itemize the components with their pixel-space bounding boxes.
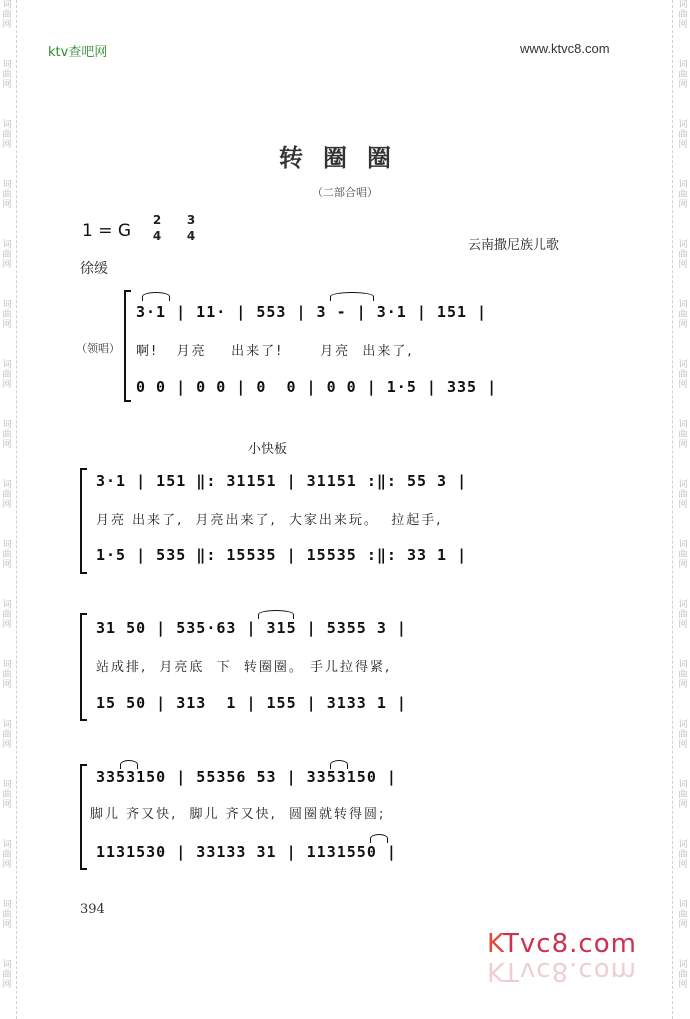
slur (120, 760, 138, 769)
side-watermark-text: 词 曲 网 (678, 960, 688, 990)
side-watermark-text: 词 曲 网 (2, 600, 12, 630)
system-4-lyrics: 脚儿 齐又快, 脚儿 齐又快, 圆圈就转得圆; (90, 807, 386, 822)
page-number: 394 (80, 902, 105, 917)
side-watermark-text: 词 曲 网 (678, 540, 688, 570)
side-watermark-text: 词 曲 网 (678, 420, 688, 450)
side-watermark-text: 词 曲 网 (678, 480, 688, 510)
meter-2-4 (150, 214, 164, 243)
site-url: www.ktvc8.com (520, 41, 610, 56)
side-watermark-text: 词 曲 网 (2, 240, 12, 270)
tempo-marking-2: 小快板 (248, 442, 288, 457)
tempo-marking-1: 徐缓 (80, 261, 108, 277)
meter-3-4 (184, 214, 198, 243)
side-watermark-text: 词 曲 网 (678, 600, 688, 630)
side-watermark-text: 词 曲 网 (2, 660, 12, 690)
slur (258, 610, 294, 619)
side-watermark-text: 词 曲 网 (2, 720, 12, 750)
slur (142, 292, 170, 301)
system-4-upper-notes: 3353150 | 55356 53 | 3353150 | (96, 768, 397, 786)
ktvc8-logo (487, 929, 637, 959)
meter-1-top: 2 (152, 213, 162, 227)
side-watermark-text: 词 曲 网 (678, 240, 688, 270)
system-2-upper-notes: 3·1 | 151 ‖: 31151 | 31151 :‖: 55 3 | (96, 472, 468, 490)
part-label: （领唱） (76, 342, 120, 355)
side-watermark-text: 词 曲 网 (2, 60, 12, 90)
side-watermark-text: 词 曲 网 (2, 0, 12, 30)
system-3-lyrics: 站成排, 月亮底 下 转圈圈。 手儿拉得紧, (96, 660, 392, 675)
slur (370, 834, 388, 843)
system-3-lower-notes: 15 50 | 313 1 | 155 | 3133 1 | (96, 694, 407, 712)
side-watermark-text: 词 曲 网 (678, 60, 688, 90)
slur (330, 292, 374, 301)
side-watermark-text: 词 曲 网 (678, 780, 688, 810)
logo-rest: Tvc8.com (503, 929, 637, 959)
side-watermark-text: 词 曲 网 (678, 120, 688, 150)
side-watermark-text: 词 曲 网 (2, 540, 12, 570)
system-1-lower-notes: 0 0 | 0 0 | 0 0 | 0 0 | 1·5 | 335 | (136, 378, 498, 396)
side-watermark-text: 词 曲 网 (678, 900, 688, 930)
logo-k: K (487, 929, 504, 959)
meter-1-bottom: 4 (152, 229, 162, 243)
side-watermark-text: 词 曲 网 (2, 360, 12, 390)
site-name: ktv查吧网 (48, 45, 108, 60)
side-watermark-text: 词 曲 网 (2, 780, 12, 810)
side-watermark-text: 词 曲 网 (678, 720, 688, 750)
system-4-brace (80, 764, 87, 870)
side-watermark-text: 词 曲 网 (2, 180, 12, 210)
side-watermark-text: 词 曲 网 (2, 900, 12, 930)
system-2-brace (80, 468, 87, 574)
system-3-upper-notes: 31 50 | 535·63 | 315 | 5355 3 | (96, 619, 407, 637)
song-subtitle: （二部合唱） (312, 186, 378, 199)
slur (330, 760, 348, 769)
system-2-lower-notes: 1·5 | 535 ‖: 15535 | 15535 :‖: 33 1 | (96, 546, 468, 564)
side-watermark-text: 词 曲 网 (2, 120, 12, 150)
composer-credit: 云南撒尼族儿歌 (468, 238, 560, 253)
song-title: 转圈圈 (279, 143, 411, 172)
side-watermark-text: 词 曲 网 (678, 180, 688, 210)
meter-2-bottom: 4 (186, 229, 196, 243)
side-watermark-text: 词 曲 网 (678, 660, 688, 690)
meter-2-top: 3 (186, 213, 196, 227)
side-watermark-text: 词 曲 网 (678, 360, 688, 390)
system-1-lyrics: 啊! 月亮 出来了! 月亮 出来了, (136, 344, 414, 359)
system-1-upper-notes: 3·1 | 11· | 553 | 3 - | 3·1 | 151 | (136, 303, 488, 321)
key-signature: 1 = G (82, 221, 132, 241)
logo-reflection: KTvc8.com (487, 956, 637, 986)
side-watermark-text: 词 曲 网 (2, 960, 12, 990)
side-watermark-text: 词 曲 网 (2, 840, 12, 870)
system-1-brace (124, 290, 131, 402)
side-watermark-text: 词 曲 网 (2, 420, 12, 450)
system-3-brace (80, 613, 87, 721)
system-2-lyrics: 月亮 出来了, 月亮出来了, 大家出来玩。 拉起手, (96, 513, 443, 528)
side-watermark-text: 词 曲 网 (678, 300, 688, 330)
side-watermark-text: 词 曲 网 (678, 840, 688, 870)
system-4-lower-notes: 1131530 | 33133 31 | 1131550 | (96, 843, 397, 861)
side-watermark-text: 词 曲 网 (2, 300, 12, 330)
side-watermark-text: 词 曲 网 (2, 480, 12, 510)
side-watermark-text: 词 曲 网 (678, 0, 688, 30)
